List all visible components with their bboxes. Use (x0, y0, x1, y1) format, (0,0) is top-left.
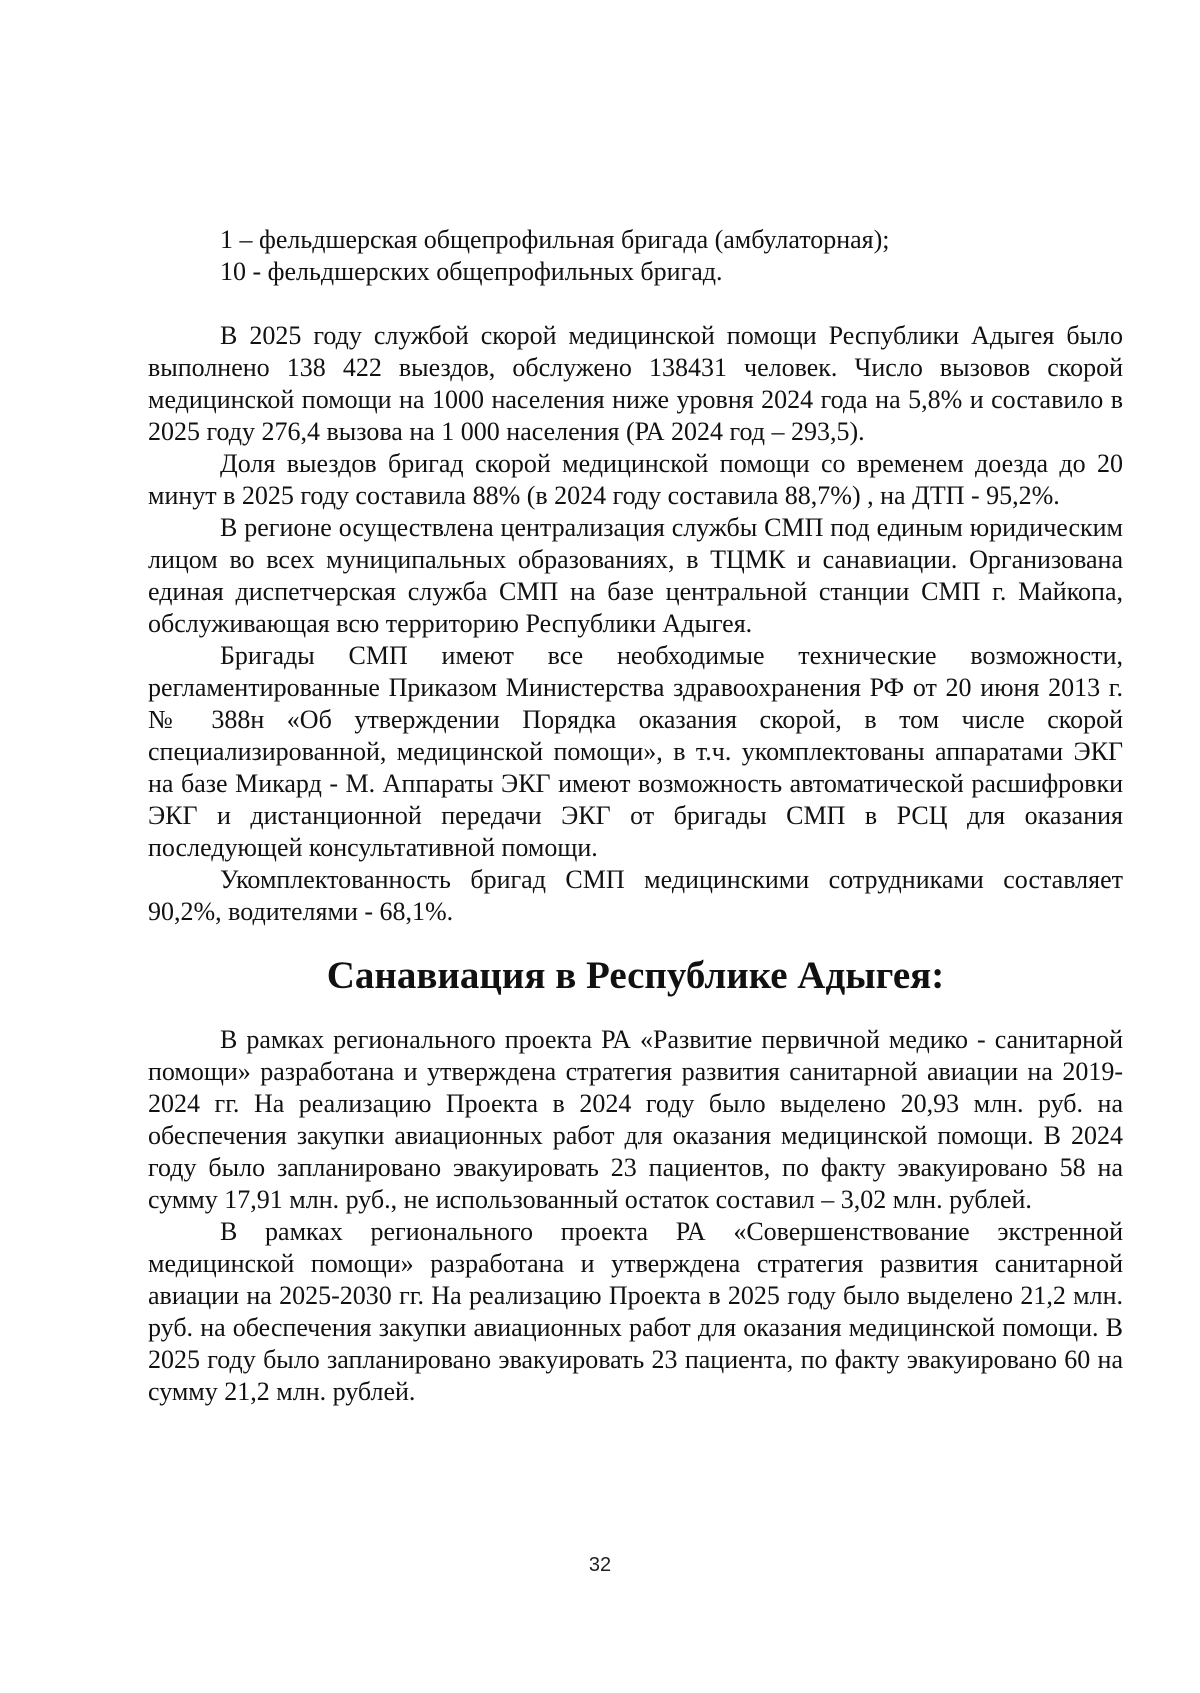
paragraph-staffing: Укомплектованность бригад СМП медицинскими сотрудниками составляет 90,2%, водителями - 68,1%. (148, 865, 1123, 926)
page-number: 32 (588, 1554, 612, 1576)
page-content (148, 224, 1123, 1408)
paragraph-sanaviation-2025: В рамках регионального проекта РА «Совершенствование экстренной медицинской помощи» разработана и утверждена стратегия развития санитарной авиации на 2025-2030 гг. На реализацию Проекта в 2025 году было выделено 21,2 млн. руб. на обеспечения закупки авиационных работ для оказания медицинской помощи. В 2025 году было запланировано эвакуировать 23 пациента, по факту эвакуировано 60 на сумму 21,2 млн. рублей. (148, 1217, 1123, 1406)
list-item: 10 - фельдшерских общепрофильных бригад. (220, 257, 723, 286)
paragraph-technical-equipment: Бригады СМП имеют все необходимые технические возможности, регламентированные Приказом Министерства здравоохранения РФ от 20 июня 2013 г. № 388н «Об утверждении Порядка оказания скорой, в том числе скорой специализированной, медицинской помощи», в т.ч. укомплектованы аппаратами ЭКГ на базе Микард - М. Аппараты ЭКГ имеют возможность автоматической расшифровки ЭКГ и дистанционной передачи ЭКГ от бригады СМП в РСЦ для оказания последующей консультативной помощи. (148, 641, 1123, 862)
list-item: 1 – фельдшерская общепрофильная бригада (амбулаторная); (220, 225, 890, 254)
paragraph-calls-statistics: В 2025 году службой скорой медицинской помощи Республики Адыгея было выполнено 138 422 выездов, обслужено 138431 человек. Число вызовов скорой медицинской помощи на 1000 населения ниже уровня 2024 года на 5,8% и составило в 2025 году 276,4 вызова на 1 000 населения (РА 2024 год – 293,5). (148, 321, 1123, 446)
section-heading: Санавиация в Республике Адыгея: (326, 954, 945, 997)
brigade-list (148, 224, 1123, 288)
paragraph-arrival-time: Доля выездов бригад скорой медицинской помощи со временем доезда до 20 минут в 2025 году составила 88% (в 2024 году составила 88,7%) , на ДТП - 95,2%. (148, 449, 1123, 510)
paragraph-centralization: В регионе осуществлена централизация службы СМП под единым юридическим лицом во всех муниципальных образованиях, в ТЦМК и санавиации. Организована единая диспетчерская служба СМП на базе центральной станции СМП г. Майкопа, обслуживающая всю территорию Республики Адыгея. (148, 513, 1123, 638)
paragraph-sanaviation-2024: В рамках регионального проекта РА «Развитие первичной медико - санитарной помощи» разработана и утверждена стратегия развития санитарной авиации на 2019-2024 гг. На реализацию Проекта в 2024 году было выделено 20,93 млн. руб. на обеспечения закупки авиационных работ для оказания медицинской помощи. В 2024 году было запланировано эвакуировать 23 пациентов, по факту эвакуировано 58 на сумму 17,91 млн. руб., не использованный остаток составил – 3,02 млн. рублей. (148, 1025, 1123, 1214)
